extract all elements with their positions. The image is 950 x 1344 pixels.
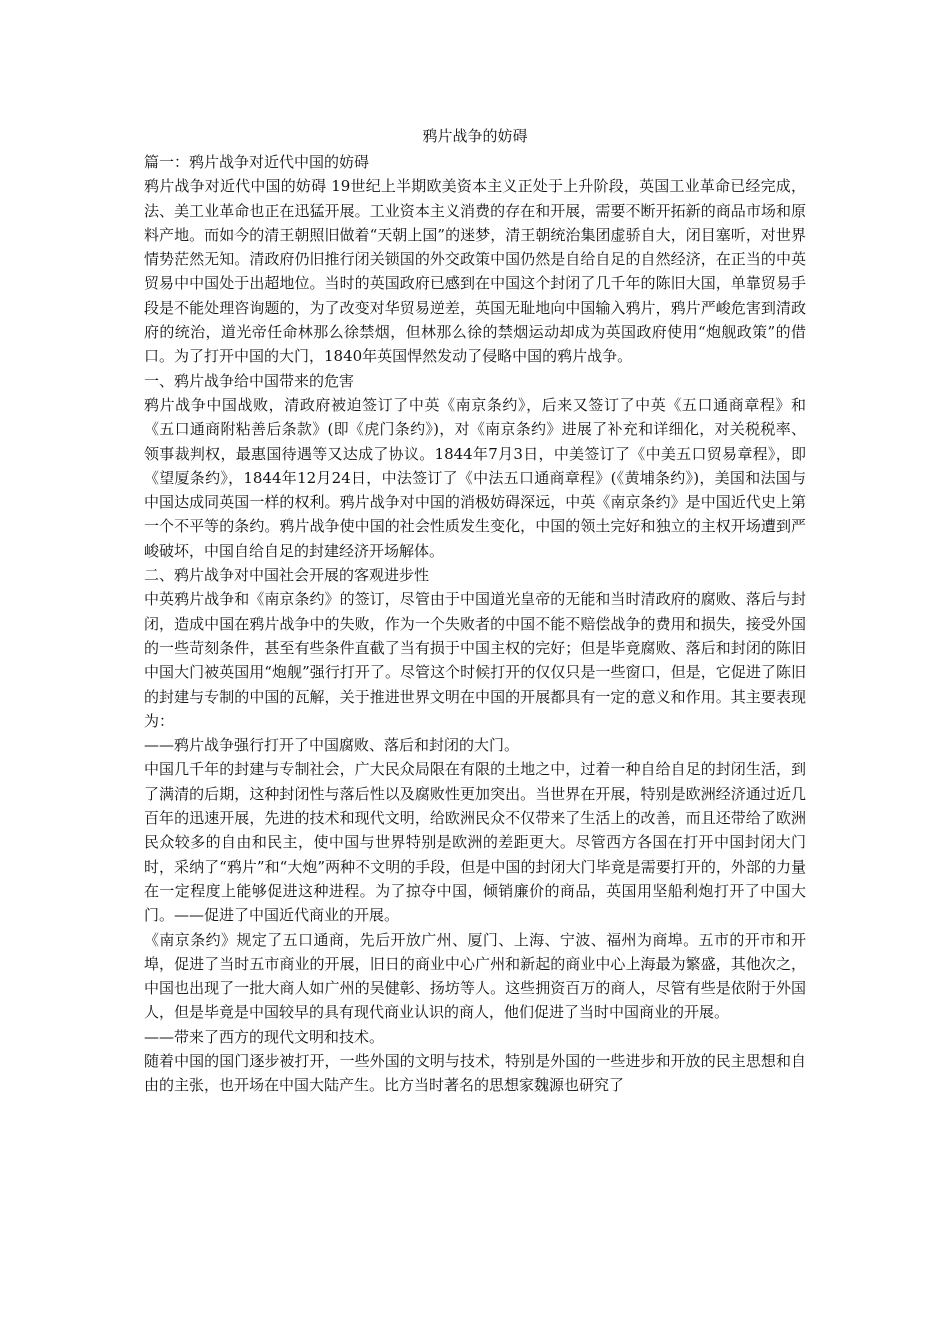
subheading-western-civilization: ——带来了西方的现代文明和技术。 xyxy=(144,1027,385,1046)
section-heading-harms: 一、鸦片战争给中国带来的危害 xyxy=(144,371,355,390)
section-heading-part-one: 篇一：鸦片战争对近代中国的妨碍 xyxy=(144,153,370,171)
document-page xyxy=(144,124,806,1098)
subheading-opened-doors: ——鸦片战争强行打开了中国腐败、落后和封闭的大门。 xyxy=(144,736,520,755)
paragraph-western-ideas: 随着中国的国门逐步被打开，一些外国的文明与技术，特别是外国的一些进步和开放的民主思想和自由的主张，也开场在中国大陆产生。比方当时著名的思想家魏源也研究了 xyxy=(144,1051,806,1095)
section-heading-progress: 二、鸦片战争对中国社会开展的客观进步性 xyxy=(144,566,430,585)
paragraph-progress-intro: 中英鸦片战争和《南京条约》的签订，尽管由于中国道光皇帝的无能和当时清政府的腐败、落后与封闭，造成中国在鸦片战争中的失败，作为一个失败者的中国不能不赔偿战争的费用和损失，接受外国的一些苛刻条件，甚至有些条件直截了当有损于中国主权的完好；但是毕竟腐败、落后和封闭的陈旧中国大门被英国用“炮舰”强行打开了。尽管这个时候打开的仅仅只是一些窗口，但是，它促进了陈旧的封建与专制的中国的瓦解，关于推进世界文明在中国的开展都具有一定的意义和作用。其主要表现为： xyxy=(144,590,806,730)
paragraph-treaties: 鸦片战争中国战败，清政府被迫签订了中英《南京条约》，后来又签订了中英《五口通商章程》和《五口通商附粘善后条款》(即《虎门条约》)，对《南京条约》进展了补充和详细化，对关税税率、领事裁判权，最惠国待遇等又达成了协议。1844年7月3日，中美签订了《中美五口贸易章程》，即《望厦条约》，1844年12月24日，中法签订了《中法五口通商章程》(《黄埔条约》)，美国和法国与中国达成同英国一样的权利。鸦片战争对中国的消极妨碍深远，中英《南京条约》是中国近代史上第一个不平等的条约。鸦片战争使中国的社会性质发生变化，中国的领土完好和独立的主权开场遭到严峻破坏，中国自给自足的封建经济开场解体。 xyxy=(144,395,806,560)
paragraph-closed-society: 中国几千年的封建与专制社会，广大民众局限在有限的土地之中，过着一种自给自足的封闭生活，到了满清的后期，这种封闭性与落后性以及腐败性更加突出。当世界在开展，特别是欧洲经济通过近几百年的迅速开展，先进的技术和现代文明，给欧洲民众不仅带来了生活上的改善，而且还带给了欧洲民众较多的自由和民主，使中国与世界特别是欧洲的差距更大。尽管西方各国在打开中国封闭大门时，采纳了“鸦片”和“大炮”两种不文明的手段，但是中国的封闭大门毕竟是需要打开的，外部的力量在一定程度上能够促进这种进程。为了掠夺中国，倾销廉价的商品，英国用坚船利炮打开了中国大门。——促进了中国近代商业的开展。 xyxy=(144,760,806,925)
paragraph-five-ports: 《南京条约》规定了五口通商，先后开放广州、厦门、上海、宁波、福州为商埠。五市的开市和开埠，促进了当时五市商业的开展，旧日的商业中心广州和新起的商业中心上海最为繁盛，其他次之，中国也出现了一批大商人如广州的吴健彰、扬坊等人。这些拥资百万的商人，尽管有些是依附于外国人，但是毕竟是中国较早的具有现代商业认识的商人，他们促进了当时中国商业的开展。 xyxy=(144,930,806,1022)
document-title: 鸦片战争的妨碍 xyxy=(422,127,528,145)
paragraph-background: 鸦片战争对近代中国的妨碍 19世纪上半期欧美资本主义正处于上升阶段，英国工业革命已经完成，法、美工业革命也正在迅猛开展。工业资本主义消费的存在和开展，需要不断开拓新的商品市场和原料产地。而如今的清王朝照旧做着“天朝上国”的迷梦，清王朝统治集团虚骄自大，闭目塞听，对世界情势茫然无知。清政府仍旧推行闭关锁国的外交政策中国仍然是自给自足的自然经济，在正当的中英贸易中中国处于出超地位。当时的英国政府已感到在中国这个封闭了几千年的陈旧大国，单靠贸易手段是不能处理咨询题的，为了改变对华贸易逆差，英国无耻地向中国输入鸦片，鸦片严峻危害到清政府的统治，道光帝任命林那么徐禁烟，但林那么徐的禁烟运动却成为英国政府使用“炮舰政策”的借口。为了打开中国的大门，1840年英国悍然发动了侵略中国的鸦片战争。 xyxy=(144,177,806,366)
